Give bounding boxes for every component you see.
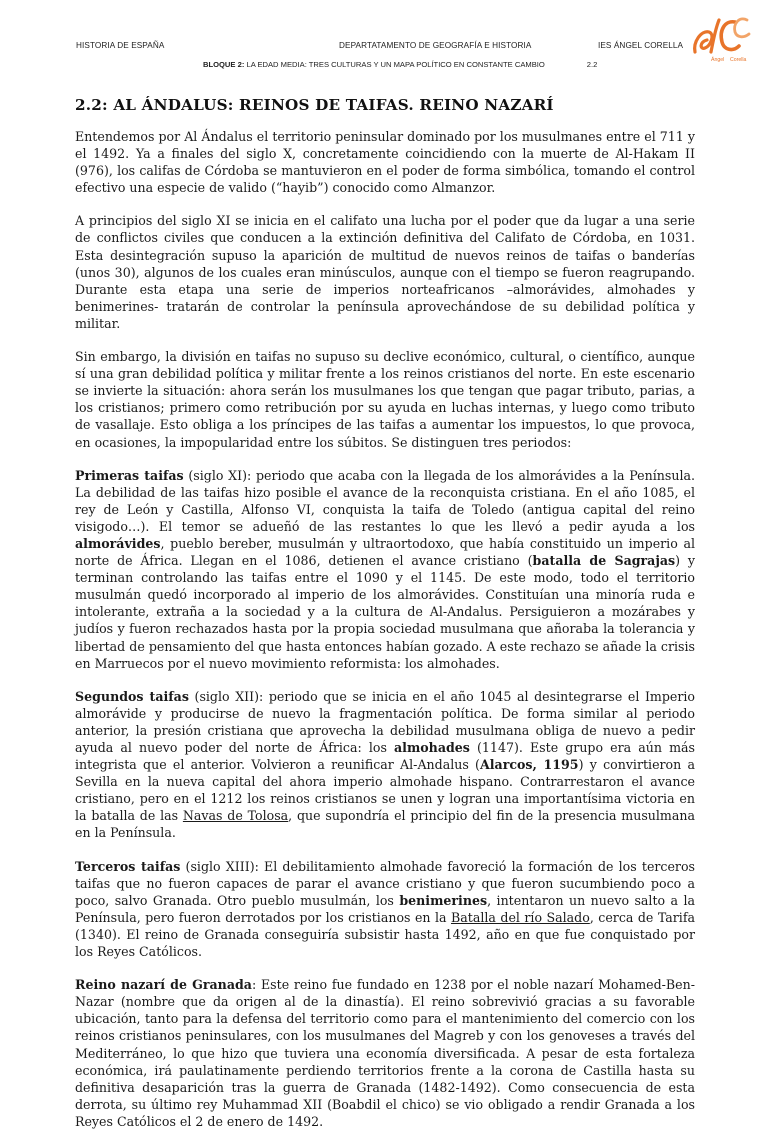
bloque-text: LA EDAD MEDIA: TRES CULTURAS Y UN MAPA POLÍTICO EN CONSTANTE CAMBIO — [244, 60, 545, 69]
term-navas-de-tolosa: Navas de Tolosa — [182, 808, 289, 824]
paragraph-terceros-taifas: Terceros taifas (siglo XIII): El debilitamiento almohade favoreció la formación de los terceros taifas que no fueron capaces de parar el avance cristiano y que fueron sucumbiendo poco a poco, salvo Granada. Otro pueblo musulmán, los benimerines, intentaron un nuevo salto a la Península, pero fueron derrotados por los cristianos en la Batalla del río Salado, cerca de Tarifa (1340). El reino de Granada conseguiría subsistir hasta 1492, año en que fue conquistado por los Reyes Católicos. — [75, 858, 696, 960]
paragraph-segundos-taifas: Segundos taifas (siglo XII): periodo que se inicia en el año 1045 al desintegrarse el Imperio almorávide y producirse de nuevo la fragmentación política. De forma similar al periodo anterior, la presión cristiana que aprovecha la debilidad musulmana obliga de nuevo a pedir ayuda al nuevo poder del norte de África: los almohades (1147). Este grupo era aún más integrista que el anterior. Volvieron a reunificar Al-Andalus (Alarcos, 1195) y convirtieron a Sevilla en la nueva capital del ahora imperio almohade hispano. Contrarrestaron el avance cristiano, pero en el 1212 los reinos cristianos se unen y logran una importantísima victoria en la batalla de las Navas de Tolosa, que supondría el principio del fin de la presencia musulmana en la Península. — [75, 688, 695, 841]
section-title: 2.2: AL ÁNDALUS: REINOS DE TAIFAS. REINO NAZARÍ — [75, 96, 554, 114]
school-logo — [689, 12, 753, 66]
term-benimerines: benimerines — [399, 892, 488, 908]
term-segundos-taifas: Segundos taifas — [75, 688, 189, 704]
logo-mark — [695, 19, 749, 52]
paragraph-intro: Entendemos por Al Ándalus el territorio peninsular dominado por los musulmanes entre el 711 y el 1492. Ya a finales del siglo X, concretamente coincidiendo con la muerte de Al-Hakam II (976), los califas de Córdoba se mantuvieron en el poder de forma simbólica, tomando el control efectivo una especie de valido (“hayib”) conocido como Almanzor. — [75, 129, 695, 196]
term-rio-salado: Batalla del río Salado — [451, 909, 590, 925]
paragraph-primeras-taifas: Primeras taifas (siglo XI): periodo que acaba con la llegada de los almorávides a la Península. La debilidad de las taifas hizo posible el avance de la reconquista cristiana. En el año 1085, el rey de León y Castilla, Alfonso VI, conquista la taifa de Toledo (antigua capital del reino visigodo…). El temor se adueñó de las restantes lo que les llevó a pedir ayuda a los almorávides, pueblo bereber, musulmán y ultraortodoxo, que había constituido un imperio al norte de África. Llegan en el 1086, detienen el avance cristiano (batalla de Sagrajas) y terminan controlando las taifas entre el 1090 y el 1145. De este modo, todo el territorio musulmán quedó incorporado al imperio de los almorávides. Constituían una minoría ruda e intolerante, extraña a la sociedad y a la cultura de Al-Andalus. Persiguieron a mozárabes y judíos y fueron rechazados hasta por la propia sociedad musulmana que añoraba la tolerancia y libertad de pensamiento del que hasta entonces habían gozado. A este rechazo se añade la crisis en Marruecos por el nuevo movimiento reformista: los almohades. — [75, 467, 696, 671]
term-almohades: almohades — [394, 740, 470, 755]
logo-text-1: Ángel — [711, 57, 725, 63]
section-number: 2.2 — [586, 60, 598, 69]
term-sagrajas: batalla de Sagrajas — [532, 553, 676, 569]
header-subject: HISTORIA DE ESPAÑA — [76, 41, 165, 50]
document-body — [75, 96, 695, 1146]
header-department: DEPARTATAMENTO DE GEOGRAFÍA E HISTORIA — [339, 41, 532, 50]
term-alarcos: Alarcos, 1195 — [479, 757, 579, 773]
logo-text-2: Corella — [730, 57, 747, 63]
paragraph-reino-nazari: Reino nazarí de Granada: Este reino fue fundado en 1238 por el noble nazarí Mohamed-Ben-Nazar (nombre que da origen al de la dinastía). El reino sobrevivió gracias a su favorable ubicación, tanto para la defensa del territorio como para el mantenimiento del comercio con los reinos cristianos peninsulares, con los musulmanes del Magreb y con los genoveses a través del Mediterráneo, lo que hizo que tuviera una economía diversificada. A pesar de esta fortaleza económica, irá paulatinamente perdiendo territorios frente a la corona de Castilla hasta su definitiva desaparición tras la guerra de Granada (1482-1492). Como consecuencia de esta derrota, su último rey Muhammad XII (Boabdil el chico) se vio obligado a rendir Granada a los Reyes Católicos el 2 de enero de 1492. — [75, 977, 696, 1129]
term-reino-nazari: Reino nazarí de Granada — [75, 977, 252, 993]
paragraph-taifas-overview: Sin embargo, la división en taifas no supuso su declive económico, cultural, o científico, aunque sí una gran debilidad política y militar frente a los reinos cristianos del norte. En este escenario se invierte la situación: ahora serán los musulmanes los que tengan que pagar tributo, parias, a los cristianos; primero como retribución por su ayuda en luchas internas, y luego como tributo de vasallaje. Esto obliga a los príncipes de las taifas a aumentar los impuestos, lo que provoca, en ocasiones, la impopularidad entre los súbitos. Se distinguen tres periodos: — [75, 349, 695, 450]
header-school: IES ÁNGEL CORELLA — [598, 41, 684, 50]
term-almoravides: almorávides — [75, 535, 161, 551]
bloque-label: BLOQUE 2: — [203, 60, 245, 69]
header-bloque — [203, 60, 597, 69]
term-primeras-taifas: Primeras taifas — [75, 467, 184, 483]
paragraph-siglo-xi: A principios del siglo XI se inicia en el califato una lucha por el poder que da lugar a una serie de conflictos civiles que conducen a la extinción definitiva del Califato de Córdoba, en 1031. Esta desintegración supuso la aparición de multitud de nuevos reinos de taifas o banderías (unos 30), algunos de los cuales eran minúsculos, aunque con el tiempo se fueron reagrupando. Durante esta etapa una serie de imperios norteafricanos –almorávides, almohades y benimerines- tratarán de controlar la península aprovechándose de su debilidad política y militar. — [75, 213, 695, 331]
term-terceros-taifas: Terceros taifas — [75, 858, 181, 874]
